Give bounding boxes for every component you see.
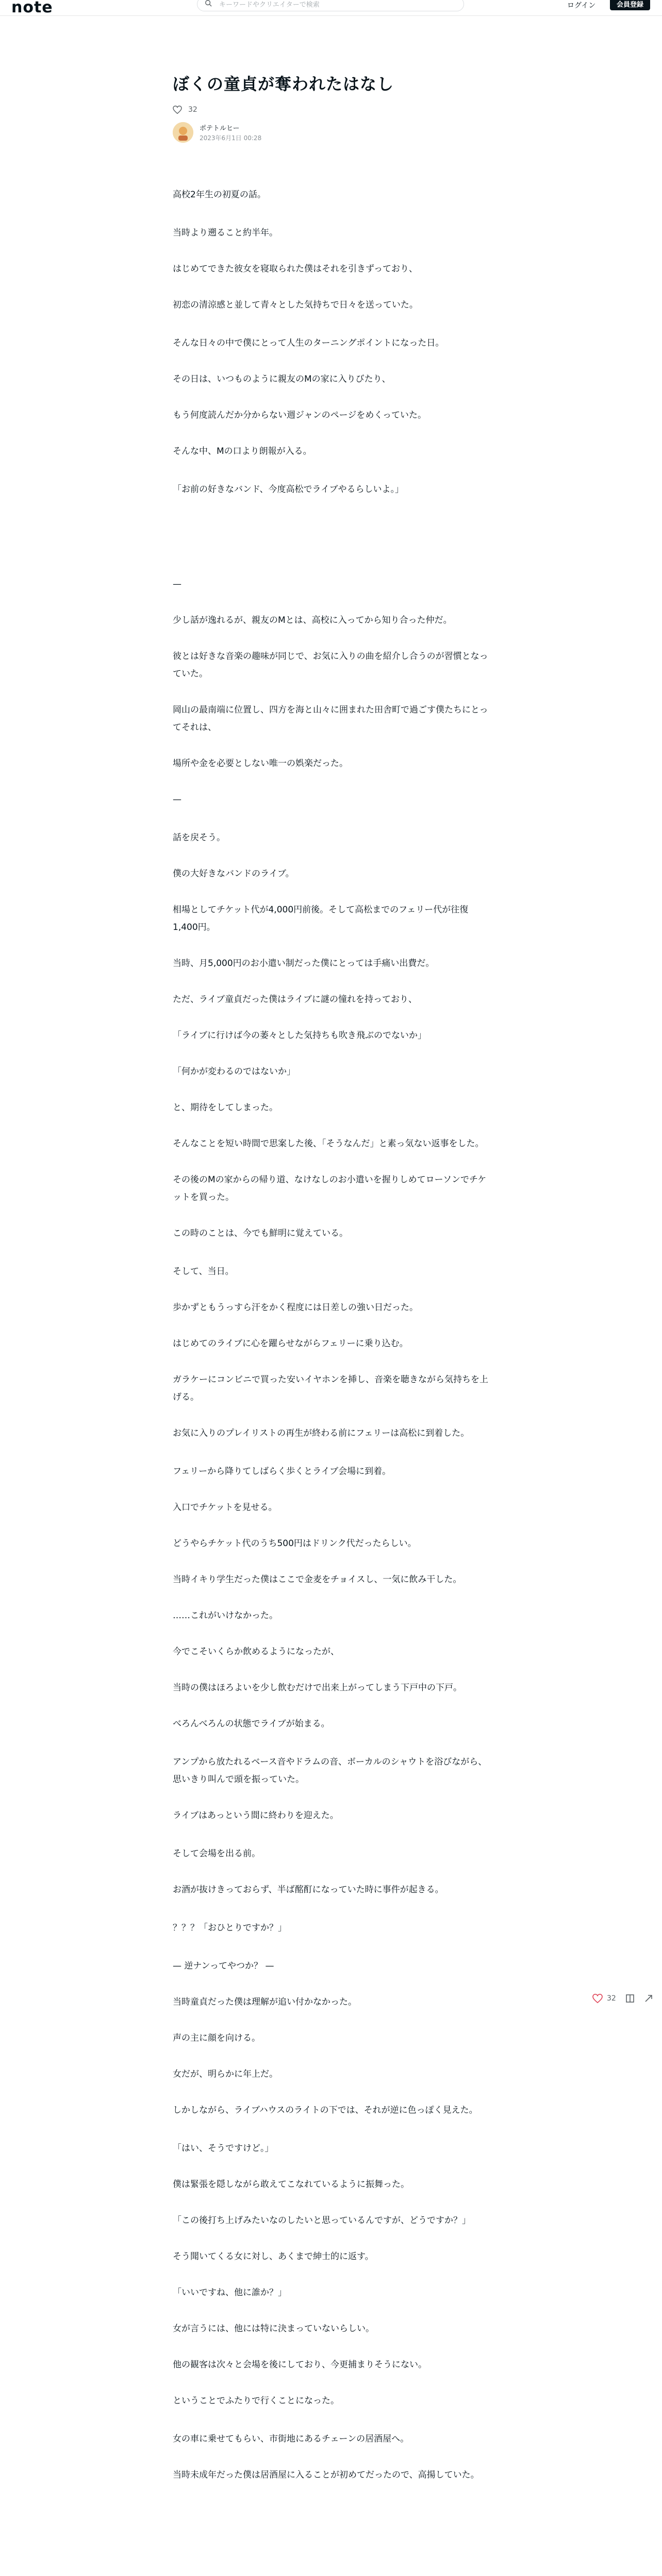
author-block[interactable] [173,122,488,143]
article [173,72,488,2484]
paragraph: もう何度読んだか分からない週ジャンのページをめくっていた。 [173,410,426,420]
paragraph: そう聞いてくる女に対し、あくまで紳士的に返す。 [173,2251,374,2262]
paragraph: 女の車に乗せてもらい、市街地にあるチェーンの居酒屋へ。 [173,2434,409,2444]
paragraph: 僕は緊張を隠しながら敢えてこなれているように振舞った。 [173,2179,409,2190]
paragraph: アンプから放たれるベース音やドラムの音、ボーカルのシャウトを浴びながら、思いきり叫んで頭を振っていた。 [173,1757,487,1785]
paragraph: 「この後打ち上げみたいなのしたいと思っているんですが、どうですか？」 [173,2215,471,2226]
site-header [0,0,662,16]
paragraph: ただ、ライブ童貞だった僕はライブに謎の憧れを持っており、 [173,994,417,1005]
paragraph: 他の観客は次々と会場を後にしており、今更捕まりそうにない。 [173,2360,427,2370]
paragraph: — [173,579,181,589]
paragraph: 入口でチケットを見せる。 [173,1502,277,1513]
share-icon[interactable] [644,1994,653,2003]
search-icon [205,0,212,7]
paragraph: 話を戻そう。 [173,833,225,843]
paragraph: 女が言うには、他には特に決まっていないらしい。 [173,2324,374,2334]
paragraph: 高校2年生の初夏の話。 [173,190,266,200]
author-name[interactable]: ポテトルヒー [200,125,240,132]
paragraph: 僕の大好きなバンドのライブ。 [173,869,294,879]
paragraph: ということでふたりで行くことになった。 [173,2396,339,2406]
paragraph: 「はい、そうですけど。」 [173,2143,274,2154]
paragraph: お気に入りのプレイリストの再生が終わる前にフェリーは高松に到着した。 [173,1428,470,1438]
login-link[interactable]: ログイン [567,2,596,10]
paragraph: そんな日々の中で僕にとって人生のターニングポイントになった日。 [173,338,444,348]
paragraph: 当時の僕はほろよいを少し飲むだけで出来上がってしまう下戸中の下戸。 [173,1683,462,1693]
paragraph: 相場としてチケット代が4,000円前後。そして高松までのフェリー代が往復1,400円。 [173,905,469,933]
paragraph: そして、当日。 [173,1266,234,1277]
paragraph: 当時童貞だった僕は理解が追い付かなかった。 [173,1997,357,2007]
paragraph: そして会場を出る前。 [173,1849,260,1859]
paragraph: — [173,794,181,805]
avatar[interactable] [173,122,193,143]
heart-icon[interactable] [173,106,182,114]
article-body [173,186,488,2484]
paragraph: 女だが、明らかに年上だ。 [173,2069,278,2079]
paragraph: お酒が抜けきっておらず、半ば酩酊になっていた時に事件が起きる。 [173,1885,444,1895]
paragraph: ライブはあっという間に終わりを迎えた。 [173,1810,339,1821]
paragraph: そんなことを短い時間で思案した後、「そうなんだ」と素っ気ない返事をした。 [173,1139,484,1149]
paragraph: 「何かが変わるのではないか」 [173,1066,295,1077]
paragraph: そんな中、Mの口より朗報が入る。 [173,446,312,456]
paragraph: 歩かずともうっすら汗をかく程度には日差しの強い日だった。 [173,1302,418,1313]
note-logo[interactable]: note [11,0,53,16]
paragraph: ガラケーにコンビニで買った安いイヤホンを挿し、音楽を聴きながら気持ちを上げる。 [173,1375,488,1402]
paragraph: その日は、いつものように親友のMの家に入りびたり、 [173,374,391,384]
paragraph: 当時より遡ること約半年。 [173,228,278,238]
paragraph: しかしながら、ライブハウスのライトの下では、それが逆に色っぽく見えた。 [173,2105,478,2115]
paragraph: 当時イキり学生だった僕はここで金麦をチョイスし、一気に飲み干した。 [173,1574,462,1585]
like-counter[interactable] [173,106,488,114]
paragraph: 「ライブに行けば今の萎々とした気持ちも吹き飛ぶのでないか」 [173,1030,426,1041]
paragraph: 岡山の最南端に位置し、四方を海と山々に囲まれた田舎町で過ごす僕たちにとってそれは、 [173,705,488,733]
paragraph: 場所や金を必要としない唯一の娯楽だった。 [173,758,348,769]
search-input[interactable] [218,0,457,12]
publish-date: 2023年6月1日 00:28 [200,134,262,142]
paragraph: その後のMの家からの帰り道、なけなしのお小遣いを握りしめてローソンでチケットを買った。 [173,1175,487,1202]
article-title: ぼくの童貞が奪われたはなし [173,74,394,94]
search-box[interactable] [197,0,464,11]
floating-actions [592,1994,653,2003]
avatar-illustration-icon [173,122,193,143]
paragraph: ？？？「おひとりですか？」 [173,1923,287,1933]
paragraph: この時のことは、今でも鮮明に覚えている。 [173,1228,348,1239]
paragraph: べろんべろんの状態でライブが始まる。 [173,1719,330,1729]
paragraph: 今でこそいくらか飲めるようになったが、 [173,1647,339,1657]
paragraph: 「いいですね、他に誰か？」 [173,2287,287,2298]
paragraph: 当時、月5,000円のお小遣い制だった僕にとっては手痛い出費だ。 [173,958,435,969]
paragraph: 「お前の好きなバンド、今度高松でライブやるらしいよ。」 [173,484,404,495]
like-count: 32 [188,106,197,114]
paragraph: ……これがいけなかった。 [173,1611,278,1621]
like-count: 32 [607,1994,616,2003]
magazine-icon[interactable] [625,1994,635,2003]
paragraph: 当時未成年だった僕は居酒屋に入ることが初めてだったので、高揚していた。 [173,2470,479,2480]
paragraph: はじめてのライブに心を躍らせながらフェリーに乗り込む。 [173,1338,408,1349]
paragraph: 初恋の清涼感と並して青々とした気持ちで日々を送っていた。 [173,300,418,310]
paragraph: 少し話が逸れるが、親友のMとは、高校に入ってから知り合った仲だ。 [173,615,452,625]
paragraph: はじめてできた彼女を寝取られた僕はそれを引きずっており、 [173,264,418,274]
paragraph: フェリーから降りてしばらく歩くとライブ会場に到着。 [173,1466,391,1477]
signup-button[interactable]: 会員登録 [610,0,650,10]
paragraph: どうやらチケット代のうち500円はドリンク代だったらしい。 [173,1538,417,1549]
paragraph: と、期待をしてしまった。 [173,1103,278,1113]
heart-icon[interactable] [592,1994,603,2003]
paragraph: 彼とは好きな音楽の趣味が同じで、お気に入りの曲を紹介し合うのが習慣となっていた。 [173,651,488,679]
paragraph: — 逆ナンってやつか？ — [173,1961,274,1971]
paragraph: 声の主に顔を向ける。 [173,2033,260,2043]
